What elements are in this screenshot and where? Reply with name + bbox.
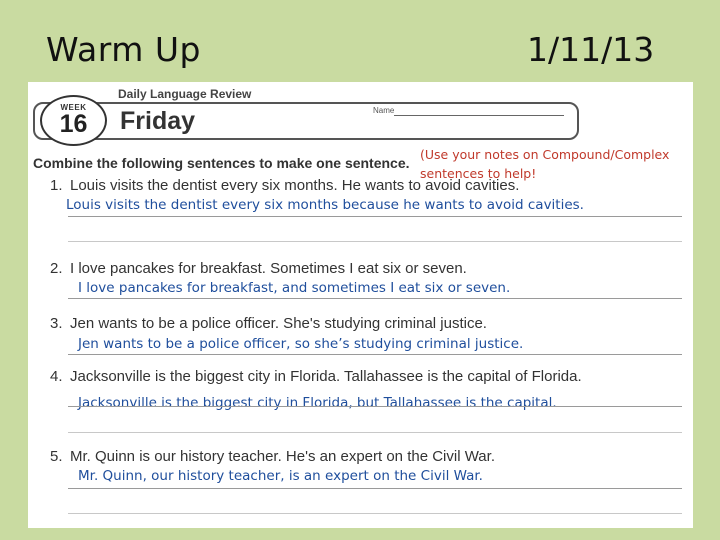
answer-line <box>68 406 682 407</box>
item-2-number: 2. <box>50 260 63 277</box>
item-4-prompt-text: Jacksonville is the biggest city in Florida. Tallahassee is the capital of Florida. <box>70 368 582 385</box>
item-3-number: 3. <box>50 315 63 332</box>
day-label: Friday <box>120 107 196 135</box>
item-5-number: 5. <box>50 448 63 465</box>
item-2-answer: I love pancakes for breakfast, and sometimes I eat six or seven. <box>78 280 511 296</box>
answer-line <box>68 354 682 355</box>
slide-date: 1/11/13 <box>527 30 655 69</box>
header-bar <box>33 102 579 140</box>
item-4-number: 4. <box>50 368 63 385</box>
name-line <box>394 115 564 116</box>
slide-title: Warm Up <box>46 30 201 69</box>
item-1-answer: Louis visits the dentist every six months because he wants to avoid cavities. <box>66 197 584 213</box>
item-1-prompt-text: Louis visits the dentist every six months. He wants to avoid cavities. <box>70 177 520 194</box>
item-3-answer: Jen wants to be a police officer, so she’s studying criminal justice. <box>78 336 524 352</box>
hint-note: (Use your notes on Compound/Complex sentences to help! <box>420 147 670 181</box>
instructions: Combine the following sentences to make one sentence. <box>33 155 410 171</box>
item-3-prompt <box>50 315 487 332</box>
item-4-prompt <box>50 368 582 385</box>
item-1-prompt <box>50 177 519 194</box>
answer-line <box>68 488 682 489</box>
week-number: 16 <box>59 110 88 138</box>
item-4-answer: Jacksonville is the biggest city in Florida, but Tallahassee is the capital. <box>78 395 557 411</box>
item-2-prompt-text: I love pancakes for breakfast. Sometimes I eat six or seven. <box>70 260 467 277</box>
week-badge <box>40 95 107 146</box>
name-label: Name <box>373 106 395 115</box>
worksheet <box>28 82 693 528</box>
answer-line <box>68 432 682 433</box>
item-5-prompt <box>50 448 495 465</box>
item-5-answer: Mr. Quinn, our history teacher, is an expert on the Civil War. <box>78 468 483 484</box>
item-2-prompt <box>50 260 467 277</box>
week-word: WEEK <box>60 103 87 112</box>
item-3-prompt-text: Jen wants to be a police officer. She's studying criminal justice. <box>70 315 487 332</box>
series-label: Daily Language Review <box>118 87 252 101</box>
answer-line <box>68 216 682 217</box>
answer-line <box>68 298 682 299</box>
answer-line <box>68 241 682 242</box>
item-1-number: 1. <box>50 177 63 194</box>
item-5-prompt-text: Mr. Quinn is our history teacher. He's an expert on the Civil War. <box>70 448 495 465</box>
answer-line <box>68 513 682 514</box>
